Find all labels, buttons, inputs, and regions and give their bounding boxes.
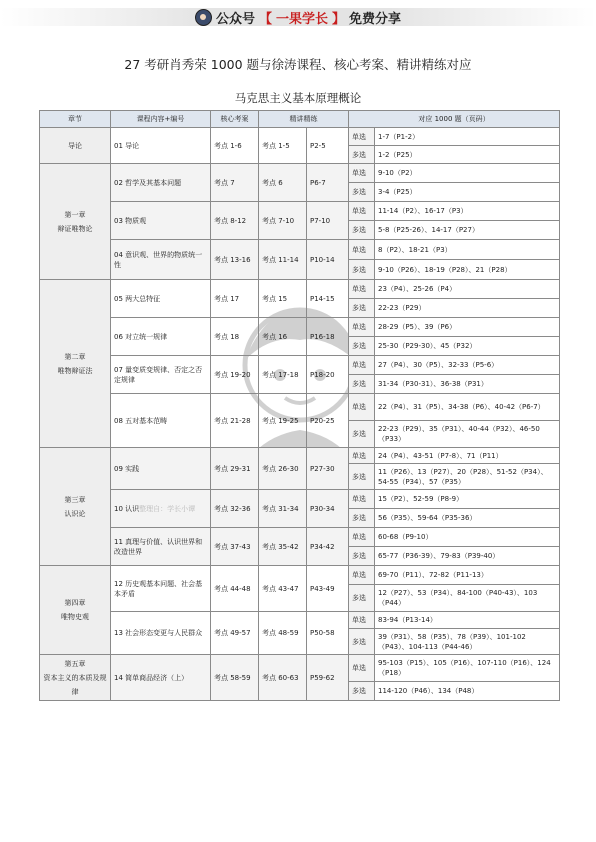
table-row — [40, 612, 560, 629]
kaoan-cell: 考点 32-36 — [211, 490, 259, 528]
header-kaoan: 核心考案 — [211, 111, 259, 128]
course-name: 09 实践 — [114, 464, 140, 473]
single-choice-cell: 1-7（P1-2） — [375, 128, 560, 146]
chapter-cell — [40, 566, 111, 655]
page-cell: P30-34 — [307, 490, 349, 528]
jingjiang-cell: 考点 19-25 — [259, 394, 307, 448]
course-name: 07 量变质变规律、否定之否定规律 — [114, 365, 203, 384]
page-cell: P14-15 — [307, 280, 349, 318]
course-name: 08 五对基本范畴 — [114, 416, 168, 425]
chapter-name: 唯物辩证法 — [57, 366, 93, 375]
course-cell — [111, 655, 211, 701]
chapter-name: 第二章 — [64, 352, 86, 361]
type-label: 单选 — [349, 612, 375, 629]
type-label: 单选 — [349, 128, 375, 146]
single-choice-cell: 60-68（P9-10） — [375, 528, 560, 547]
table-row — [40, 318, 560, 337]
page-cell: P7-10 — [307, 202, 349, 240]
kaoan-cell: 考点 49-57 — [211, 612, 259, 655]
multi-choice-cell: 56（P35）、59-64（P35-36） — [375, 509, 560, 528]
table-row — [40, 394, 560, 421]
course-name: 13 社会形态变更与人民群众 — [114, 629, 203, 637]
header-banner — [0, 0, 596, 34]
jingjiang-cell: 考点 7-10 — [259, 202, 307, 240]
course-cell — [111, 356, 211, 394]
table-row — [40, 655, 560, 682]
multi-choice-cell: 22-23（P29） — [375, 299, 560, 318]
jingjiang-cell: 考点 6 — [259, 164, 307, 202]
type-label: 多选 — [349, 509, 375, 528]
type-label: 单选 — [349, 318, 375, 337]
header-chapter: 章节 — [40, 111, 111, 128]
kaoan-cell: 考点 17 — [211, 280, 259, 318]
course-cell — [111, 528, 211, 566]
page-cell: P20-25 — [307, 394, 349, 448]
course-name: 12 历史观基本问题、社会基本矛盾 — [114, 579, 203, 598]
kaoan-cell: 考点 21-28 — [211, 394, 259, 448]
type-label: 单选 — [349, 164, 375, 183]
type-label: 多选 — [349, 547, 375, 566]
course-name: 04 意识观、世界的物质统一性 — [114, 250, 203, 269]
banner-bracket-open: 【 — [258, 11, 272, 27]
chapter-name: 导论 — [68, 141, 82, 150]
kaoan-cell: 考点 7 — [211, 164, 259, 202]
type-label: 单选 — [349, 566, 375, 585]
single-choice-cell: 22（P4）、31（P5）、34-38（P6）、40-42（P6-7） — [375, 394, 560, 421]
jingjiang-cell: 考点 1-5 — [259, 128, 307, 164]
chapter-cell — [40, 280, 111, 448]
course-cell — [111, 202, 211, 240]
type-label: 单选 — [349, 528, 375, 547]
single-choice-cell: 83-94（P13-14） — [375, 612, 560, 629]
type-label: 单选 — [349, 394, 375, 421]
kaoan-cell: 考点 37-43 — [211, 528, 259, 566]
section-subtitle: 马克思主义基本原理概论 — [234, 91, 362, 105]
course-name: 02 哲学及其基本问题 — [114, 178, 182, 187]
course-cell — [111, 240, 211, 280]
chapter-cell — [40, 655, 111, 701]
type-label: 多选 — [349, 464, 375, 490]
multi-choice-cell: 22-23（P29）、35（P31）、40-44（P32）、46-50（P33） — [375, 421, 560, 448]
multi-choice-cell: 31-34（P30-31）、36-38（P31） — [375, 375, 560, 394]
page-cell: P34-42 — [307, 528, 349, 566]
table-row — [40, 528, 560, 547]
page-cell: P6-7 — [307, 164, 349, 202]
chapter-name: 第三章 — [64, 495, 86, 504]
single-choice-cell: 15（P2）、52-59（P8-9） — [375, 490, 560, 509]
multi-choice-cell: 114-120（P46）、134（P48） — [375, 682, 560, 701]
jingjiang-cell: 考点 31-34 — [259, 490, 307, 528]
single-choice-cell: 24（P4）、43-51（P7-8）、71（P11） — [375, 448, 560, 464]
type-label: 多选 — [349, 221, 375, 240]
course-cell — [111, 280, 211, 318]
single-choice-cell: 23（P4）、25-26（P4） — [375, 280, 560, 299]
jingjiang-cell: 考点 48-59 — [259, 612, 307, 655]
multi-choice-cell: 11（P26）、13（P27）、20（P28）、51-52（P34）、54-55（P34）、57（P35） — [375, 464, 560, 490]
page-cell: P18-20 — [307, 356, 349, 394]
type-label: 多选 — [349, 375, 375, 394]
single-choice-cell: 95-103（P15）、105（P16）、107-110（P16）、124（P18） — [375, 655, 560, 682]
course-cell — [111, 394, 211, 448]
page-cell: P10-14 — [307, 240, 349, 280]
chapter-name: 第五章 — [64, 659, 86, 668]
type-label: 多选 — [349, 299, 375, 318]
type-label: 多选 — [349, 183, 375, 202]
chapter-cell — [40, 128, 111, 164]
table-row — [40, 128, 560, 146]
table-row — [40, 490, 560, 509]
single-choice-cell: 69-70（P11）、72-82（P11-13） — [375, 566, 560, 585]
jingjiang-cell: 考点 16 — [259, 318, 307, 356]
table-row — [40, 356, 560, 375]
chapter-name: 资本主义的本质及规律 — [43, 673, 107, 696]
jingjiang-cell: 考点 15 — [259, 280, 307, 318]
type-label: 单选 — [349, 356, 375, 375]
course-name: 06 对立统一规律 — [114, 332, 168, 341]
multi-choice-cell: 9-10（P26）、18-19（P28）、21（P28） — [375, 260, 560, 280]
table-row — [40, 164, 560, 183]
header-course: 课程内容+编号 — [111, 111, 211, 128]
type-label: 多选 — [349, 421, 375, 448]
jingjiang-cell: 考点 60-63 — [259, 655, 307, 701]
kaoan-cell: 考点 13-16 — [211, 240, 259, 280]
course-name: 14 简单商品经济（上） — [114, 673, 189, 682]
banner-bracket-close: 】 — [332, 11, 346, 27]
jingjiang-cell: 考点 35-42 — [259, 528, 307, 566]
type-label: 多选 — [349, 260, 375, 280]
jingjiang-cell: 考点 17-18 — [259, 356, 307, 394]
multi-choice-cell: 5-8（P25-26）、14-17（P27） — [375, 221, 560, 240]
course-cell — [111, 318, 211, 356]
type-label: 单选 — [349, 655, 375, 682]
watermark-text: 整理自：学长小谭 — [139, 504, 196, 513]
single-choice-cell: 8（P2）、18-21（P3） — [375, 240, 560, 260]
table-header-row — [40, 111, 560, 128]
jingjiang-cell: 考点 11-14 — [259, 240, 307, 280]
course-cell — [111, 612, 211, 655]
chapter-name: 认识论 — [64, 509, 86, 518]
course-cell — [111, 566, 211, 612]
table-row — [40, 448, 560, 464]
course-cell — [111, 164, 211, 202]
kaoan-cell: 考点 58-59 — [211, 655, 259, 701]
page-cell: P2-5 — [307, 128, 349, 164]
chapter-name: 第一章 — [64, 210, 86, 219]
banner-prefix: 公众号 — [215, 11, 255, 27]
multi-choice-cell: 1-2（P25） — [375, 146, 560, 164]
banner-suffix: 免费分享 — [349, 11, 402, 27]
multi-choice-cell: 12（P27）、53（P34）、84-100（P40-43）、103（P44） — [375, 585, 560, 612]
kaoan-cell: 考点 19-20 — [211, 356, 259, 394]
avatar-icon — [195, 9, 212, 26]
type-label: 多选 — [349, 337, 375, 356]
type-label: 多选 — [349, 629, 375, 655]
course-cell — [111, 490, 211, 528]
chapter-name: 唯物史观 — [61, 613, 89, 621]
course-name: 05 两大总特征 — [114, 294, 161, 303]
kaoan-cell: 考点 44-48 — [211, 566, 259, 612]
type-label: 单选 — [349, 240, 375, 260]
page-cell: P43-49 — [307, 566, 349, 612]
chapter-cell — [40, 164, 111, 280]
course-name: 10 认识 — [114, 504, 140, 513]
chapter-name: 辩证唯物论 — [57, 224, 93, 233]
mapping-table — [39, 110, 560, 701]
type-label: 单选 — [349, 448, 375, 464]
banner-name: 一果学长 — [275, 11, 328, 27]
multi-choice-cell: 25-30（P29-30）、45（P32） — [375, 337, 560, 356]
type-label: 多选 — [349, 146, 375, 164]
course-name: 01 导论 — [114, 141, 140, 150]
single-choice-cell: 11-14（P2）、16-17（P3） — [375, 202, 560, 221]
type-label: 多选 — [349, 585, 375, 612]
chapter-name: 第四章 — [64, 599, 86, 607]
page-cell: P59-62 — [307, 655, 349, 701]
type-label: 单选 — [349, 202, 375, 221]
multi-choice-cell: 39（P31）、58（P35）、78（P39）、101-102（P43）、104-113（P44-46） — [375, 629, 560, 655]
course-cell — [111, 448, 211, 490]
table-row — [40, 566, 560, 585]
single-choice-cell: 28-29（P5）、39（P6） — [375, 318, 560, 337]
jingjiang-cell: 考点 43-47 — [259, 566, 307, 612]
table-row — [40, 240, 560, 260]
course-cell — [111, 128, 211, 164]
course-name: 11 真理与价值、认识世界和改造世界 — [114, 537, 203, 556]
header-jingjiang: 精讲精练 — [259, 111, 349, 128]
kaoan-cell: 考点 29-31 — [211, 448, 259, 490]
course-name: 03 物质观 — [114, 216, 147, 225]
header-1000: 对应 1000 题（页码） — [349, 111, 560, 128]
type-label: 多选 — [349, 682, 375, 701]
page-cell: P16-18 — [307, 318, 349, 356]
page-cell: P27-30 — [307, 448, 349, 490]
type-label: 单选 — [349, 280, 375, 299]
jingjiang-cell: 考点 26-30 — [259, 448, 307, 490]
kaoan-cell: 考点 18 — [211, 318, 259, 356]
table-row — [40, 202, 560, 221]
multi-choice-cell: 3-4（P25） — [375, 183, 560, 202]
multi-choice-cell: 65-77（P36-39）、79-83（P39-40） — [375, 547, 560, 566]
document-title: 27 考研肖秀荣 1000 题与徐涛课程、核心考案、精讲精练对应 — [124, 57, 472, 72]
table-row — [40, 280, 560, 299]
type-label: 单选 — [349, 490, 375, 509]
chapter-cell — [40, 448, 111, 566]
single-choice-cell: 9-10（P2） — [375, 164, 560, 183]
single-choice-cell: 27（P4）、30（P5）、32-33（P5-6） — [375, 356, 560, 375]
page-cell: P50-58 — [307, 612, 349, 655]
kaoan-cell: 考点 1-6 — [211, 128, 259, 164]
kaoan-cell: 考点 8-12 — [211, 202, 259, 240]
